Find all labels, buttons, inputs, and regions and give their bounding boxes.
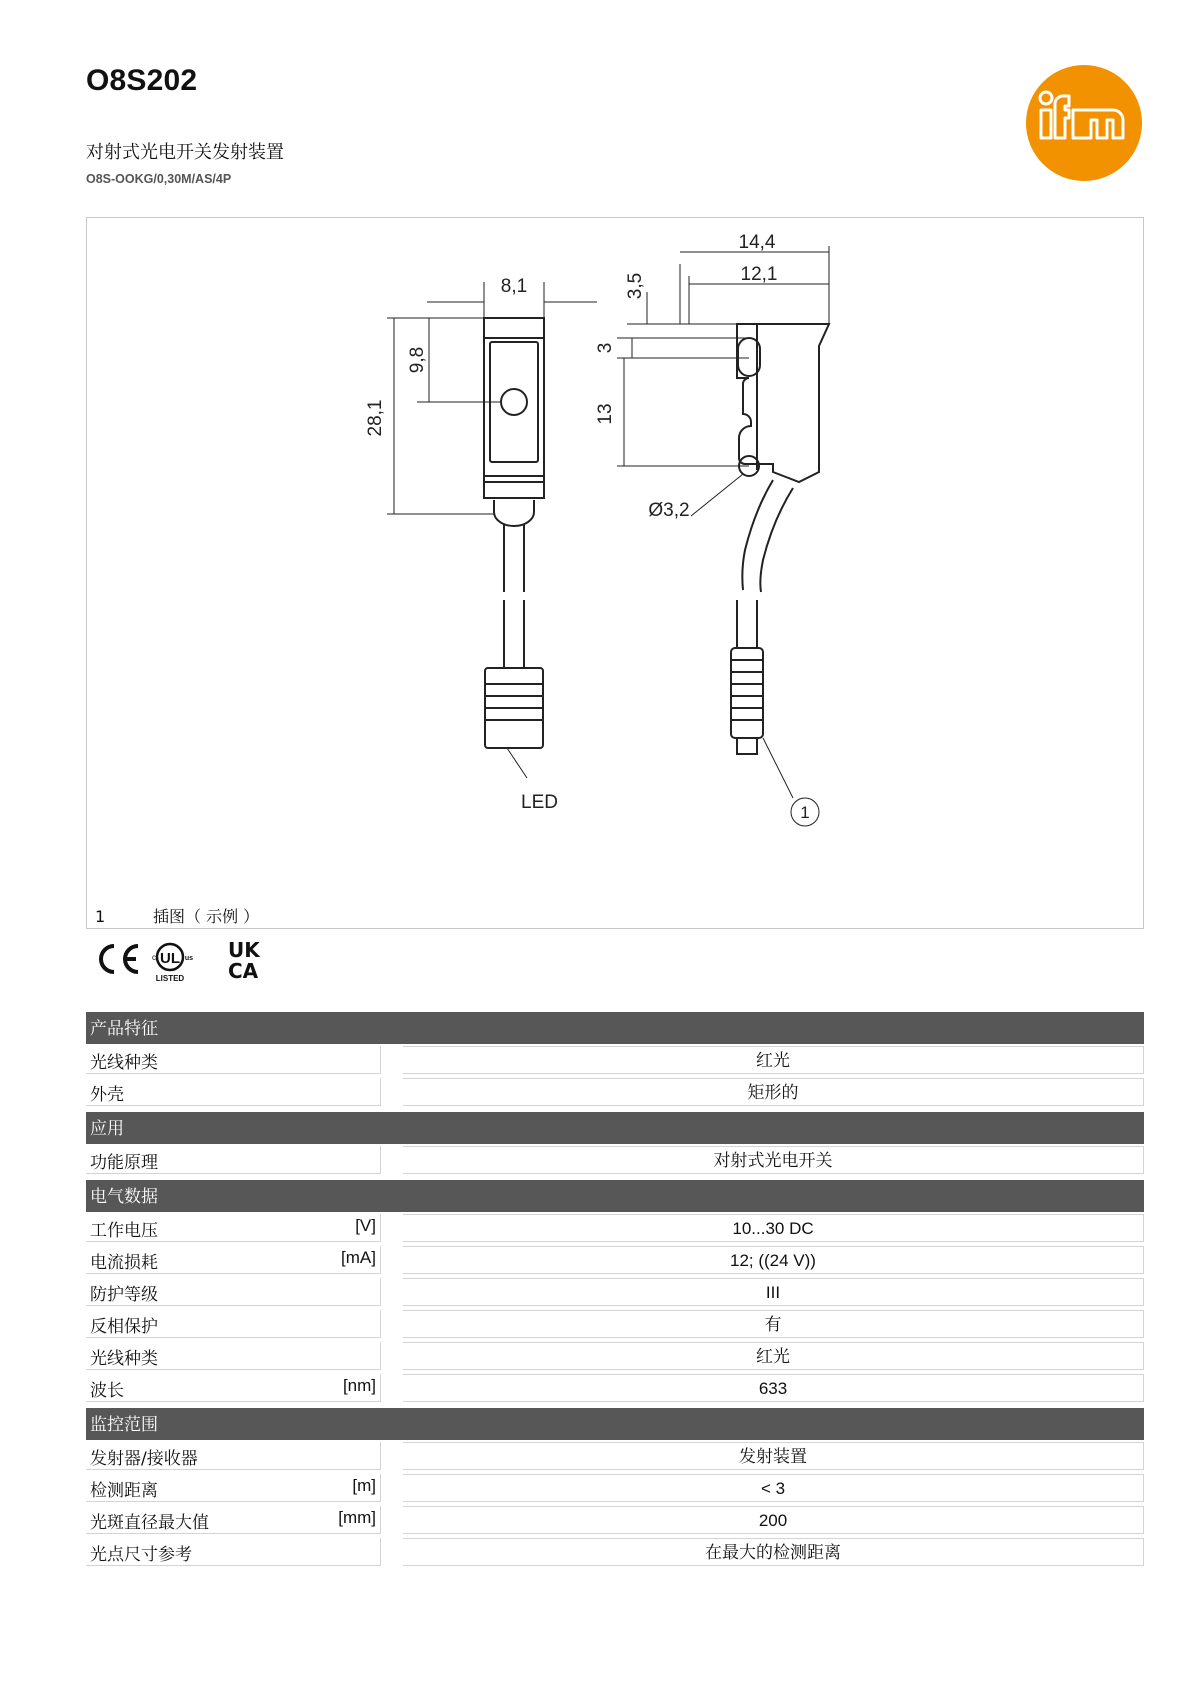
spec-label: 光斑直径最大值 <box>90 1513 209 1533</box>
spec-value: 发射装置 <box>739 1447 807 1466</box>
ifm-logo <box>1025 64 1143 182</box>
spec-row <box>86 1340 1144 1372</box>
spec-row <box>86 1144 1144 1176</box>
spec-label: 光点尺寸参考 <box>90 1545 192 1565</box>
spec-unit: [m] <box>352 1476 376 1495</box>
spec-value: 10...30 DC <box>732 1219 814 1238</box>
spec-table <box>86 1012 1144 1568</box>
svg-text:LISTED: LISTED <box>155 974 185 983</box>
spec-row <box>86 1212 1144 1244</box>
spec-label: 防护等级 <box>90 1285 158 1305</box>
spec-label: 电流损耗 <box>90 1253 158 1273</box>
spec-value: 12; ((24 V)) <box>730 1251 816 1270</box>
dimension-drawing-frame <box>86 217 1144 929</box>
spec-label: 反相保护 <box>90 1317 158 1337</box>
certification-marks <box>92 936 272 986</box>
ul-listed-mark <box>152 944 193 983</box>
dim-hole-spacing: 13 <box>595 403 616 425</box>
svg-text:us: us <box>184 955 194 962</box>
spec-row <box>86 1536 1144 1568</box>
section-header: 应用 <box>86 1112 1144 1144</box>
spec-row <box>86 1472 1144 1504</box>
caption-text: 插图（ 示例 ） <box>153 907 260 926</box>
side-housing <box>737 324 829 482</box>
front-housing <box>484 318 544 498</box>
section-header: 产品特征 <box>86 1012 1144 1044</box>
dim-width-side-inner: 12,1 <box>740 264 778 285</box>
spec-row <box>86 1276 1144 1308</box>
product-code: O8S-OOKG/0,30M/AS/4P <box>86 172 232 186</box>
spec-row <box>86 1440 1144 1472</box>
spec-label: 外壳 <box>90 1085 124 1105</box>
svg-text:c: c <box>152 953 156 962</box>
spec-unit: [nm] <box>342 1376 376 1395</box>
spec-value: 矩形的 <box>747 1083 799 1102</box>
svg-text:UL: UL <box>160 950 180 967</box>
section-electrical-data <box>86 1180 1144 1404</box>
spec-row <box>86 1244 1144 1276</box>
spec-row <box>86 1076 1144 1108</box>
dim-height-total: 28,1 <box>365 399 386 437</box>
caption-number: 1 <box>95 907 106 926</box>
spec-value: 有 <box>764 1315 782 1334</box>
front-lens <box>501 389 527 415</box>
svg-text:UK: UK <box>228 938 260 962</box>
spec-value: 对射式光电开关 <box>713 1151 833 1170</box>
spec-unit: [V] <box>355 1216 376 1235</box>
spec-row <box>86 1044 1144 1076</box>
dim-top-offset: 3,5 <box>625 272 646 300</box>
spec-value: 红光 <box>756 1051 790 1070</box>
section-product-features <box>86 1012 1144 1108</box>
spec-value: III <box>765 1283 781 1302</box>
spec-value: 200 <box>758 1511 788 1530</box>
spec-row <box>86 1308 1144 1340</box>
spec-label: 功能原理 <box>90 1153 158 1173</box>
ukca-mark <box>228 938 261 983</box>
spec-value: 在最大的检测距离 <box>705 1543 841 1562</box>
dim-lens-offset: 9,8 <box>407 346 428 374</box>
spec-label: 工作电压 <box>90 1221 158 1241</box>
section-application <box>86 1112 1144 1176</box>
connector-side <box>731 648 763 738</box>
spec-value: < 3 <box>760 1479 786 1498</box>
dimension-drawing <box>87 218 1143 928</box>
spec-value: 633 <box>758 1379 788 1398</box>
product-subtitle: 对射式光电开关发射装置 <box>86 142 284 163</box>
svg-text:CA: CA <box>228 959 259 983</box>
spec-row <box>86 1504 1144 1536</box>
spec-row <box>86 1372 1144 1404</box>
section-header: 监控范围 <box>86 1408 1144 1440</box>
dim-width-front: 8,1 <box>500 276 528 297</box>
spec-label: 检测距离 <box>90 1481 158 1501</box>
dim-slot-len: 3 <box>595 342 616 354</box>
spec-unit: [mA] <box>341 1248 376 1267</box>
section-header: 电气数据 <box>86 1180 1144 1212</box>
spec-label: 光线种类 <box>90 1053 158 1073</box>
spec-value: 红光 <box>756 1347 790 1366</box>
led-label: LED <box>521 792 558 813</box>
figure-caption <box>95 904 259 927</box>
product-title: O8S202 <box>86 64 198 97</box>
spec-unit: [mm] <box>338 1508 376 1527</box>
callout-number: 1 <box>800 803 810 822</box>
ce-mark <box>101 946 138 972</box>
dim-hole-dia: Ø3,2 <box>648 500 690 521</box>
section-monitoring-range <box>86 1408 1144 1568</box>
spec-label: 光线种类 <box>90 1349 158 1369</box>
spec-label: 发射器/接收器 <box>90 1449 198 1469</box>
dim-width-side-outer: 14,4 <box>738 232 776 253</box>
spec-label: 波长 <box>90 1381 124 1401</box>
